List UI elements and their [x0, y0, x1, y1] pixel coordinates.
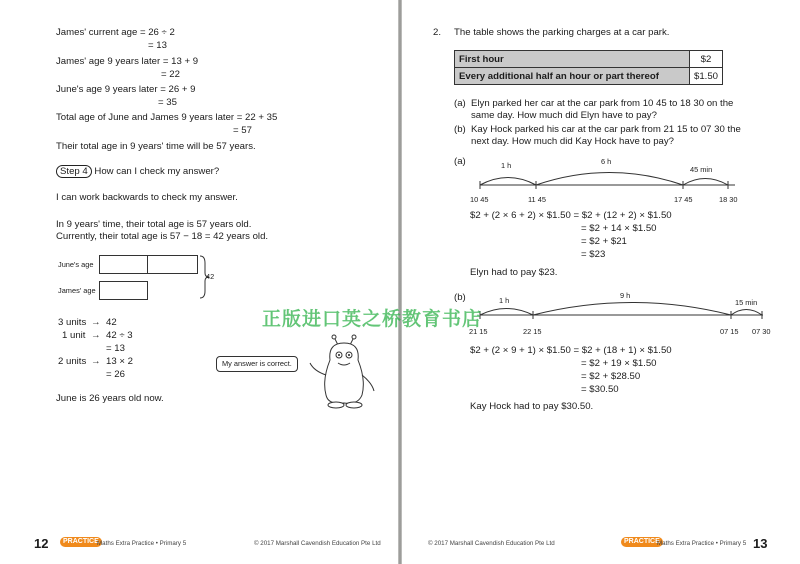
text-line: = 57	[233, 125, 252, 136]
question-number: 2.	[433, 27, 442, 38]
span-label: 6 h	[601, 157, 612, 166]
speech-bubble: My answer is correct.	[216, 356, 298, 372]
work-line: = $2 + 14 × $1.50	[581, 223, 657, 234]
units-line: 42	[106, 317, 117, 328]
table-cell: $1.50	[689, 68, 722, 85]
text-line: = 13	[148, 40, 167, 51]
units-line: 13 × 2	[106, 356, 133, 367]
table-row	[455, 68, 723, 85]
check-line: In 9 years' time, their total age is 57 years old.	[56, 219, 252, 230]
check-intro: I can work backwards to check my answer.	[56, 192, 238, 203]
total-value: 42	[206, 272, 215, 281]
table-cell: $2	[689, 51, 722, 68]
page-number: 13	[753, 536, 768, 551]
span-label: 15 min	[735, 298, 758, 307]
span-label: 1 h	[501, 161, 512, 170]
part-text: same day. How much did Elyn have to pay?	[471, 110, 657, 121]
table-row	[455, 51, 723, 68]
part-label: (b)	[454, 124, 466, 135]
answer-line: Elyn had to pay $23.	[470, 267, 558, 278]
units-line: 2 units	[58, 356, 87, 367]
text-line: = 22	[161, 69, 180, 80]
text-line: Their total age in 9 years' time will be 57 years.	[56, 141, 256, 152]
mascot-icon	[310, 335, 380, 410]
units-line: 42 ÷ 3	[106, 330, 133, 341]
page-number: 12	[34, 536, 49, 551]
brand-logo: PRACTICE	[621, 537, 663, 547]
units-line: = 26	[106, 369, 125, 380]
text-line: June's age 9 years later = 26 + 9	[56, 84, 196, 95]
part-text: Kay Hock parked his car at the car park from 21 15 to 07 30 the	[471, 124, 741, 135]
solution-label: (b)	[454, 292, 466, 303]
work-line: = $2 + $21	[581, 236, 627, 247]
check-line: Currently, their total age is 57 − 18 = 42 years old.	[56, 231, 269, 242]
time-label: 22 15	[523, 327, 542, 336]
time-label: 18 30	[719, 195, 738, 204]
arrow-icon: →	[91, 356, 101, 367]
work-line: = $2 + $28.50	[581, 371, 641, 382]
arrow-icon: →	[91, 317, 101, 328]
step-badge: Step 4	[56, 165, 92, 178]
table-cell: First hour	[455, 51, 690, 68]
part-label: (a)	[454, 98, 466, 109]
conclusion: June is 26 years old now.	[56, 393, 164, 404]
time-label: 10 45	[470, 195, 489, 204]
work-line: $2 + (2 × 9 + 1) × $1.50 = $2 + (18 + 1) × $1.50	[470, 345, 672, 356]
time-label: 21 15	[469, 327, 488, 336]
step-heading	[56, 166, 219, 178]
span-label: 1 h	[499, 296, 510, 305]
copyright: © 2017 Marshall Cavendish Education Pte Ltd	[428, 540, 555, 547]
part-text: Elyn parked her car at the car park from 10 45 to 18 30 on the	[471, 98, 734, 109]
work-line: = $30.50	[581, 384, 619, 395]
table-cell: Every additional half an hour or part thereof	[455, 68, 690, 85]
arrow-icon: →	[91, 330, 101, 341]
work-line: = $2 + 19 × $1.50	[581, 358, 657, 369]
time-label: 17 45	[674, 195, 693, 204]
part-text: next day. How much did Kay Hock have to pay?	[471, 136, 674, 147]
footer-brand: Maths Extra Practice • Primary 5	[657, 540, 747, 547]
work-line: $2 + (2 × 6 + 2) × $1.50 = $2 + (12 + 2) × $1.50	[470, 210, 672, 221]
june-label: June's age	[58, 260, 94, 269]
brand-logo: PRACTICE	[60, 537, 102, 547]
units-line: 1 unit	[62, 330, 86, 341]
units-line: 3 units	[58, 317, 87, 328]
footer-brand: Maths Extra Practice • Primary 5	[97, 540, 187, 547]
step-question: How can I check my answer?	[94, 166, 220, 177]
time-label: 07 15	[720, 327, 739, 336]
unit-divider	[147, 256, 148, 273]
units-line: = 13	[106, 343, 125, 354]
text-line: = 35	[158, 97, 177, 108]
watermark: 正版进口英之桥教育书店	[262, 309, 483, 330]
answer-line: Kay Hock had to pay $30.50.	[470, 401, 594, 412]
solution-label: (a)	[454, 156, 466, 167]
copyright: © 2017 Marshall Cavendish Education Pte Ltd	[254, 540, 381, 547]
span-label: 9 h	[620, 291, 631, 300]
time-label: 07 30	[752, 327, 771, 336]
span-label: 45 min	[690, 165, 713, 174]
june-bar	[99, 255, 198, 274]
book-gutter	[398, 0, 402, 564]
parking-charges-table	[454, 50, 723, 85]
question-text: The table shows the parking charges at a car park.	[454, 27, 670, 38]
text-line: James' current age = 26 ÷ 2	[56, 27, 175, 38]
text-line: Total age of June and James 9 years later = 22 + 35	[56, 112, 278, 123]
james-label: James' age	[58, 286, 96, 295]
text-line: James' age 9 years later = 13 + 9	[56, 56, 199, 67]
time-label: 11 45	[528, 195, 546, 204]
james-bar	[99, 281, 148, 300]
work-line: = $23	[581, 249, 606, 260]
